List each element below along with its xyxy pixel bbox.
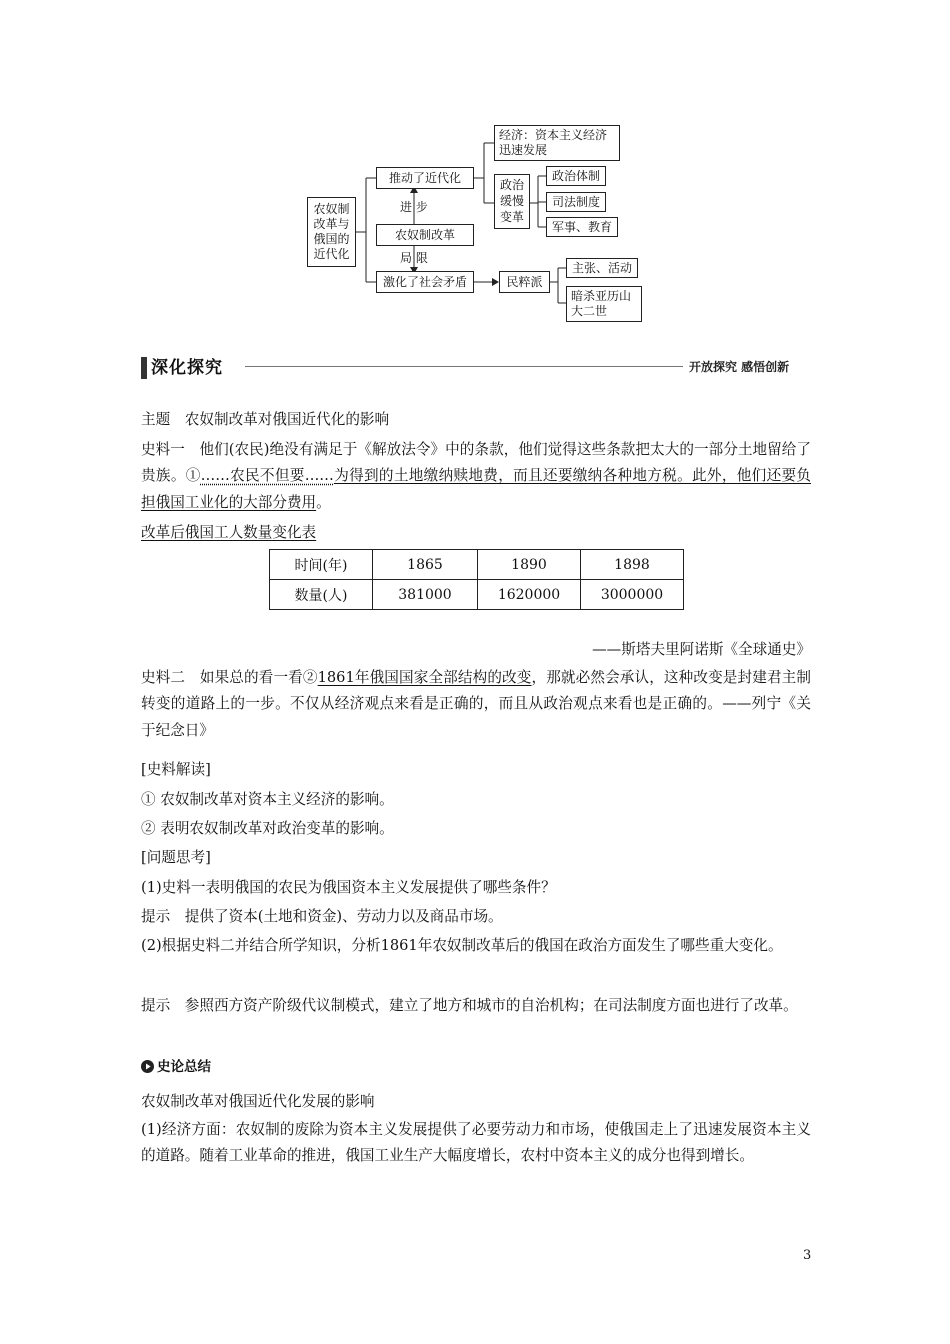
table-cell: 381000 bbox=[373, 580, 478, 610]
table-source: ——斯塔夫里阿诺斯《全球通史》 bbox=[592, 641, 811, 658]
diagram-intensify-text: 激化了社会矛盾 bbox=[382, 275, 467, 289]
diagram-reform-box bbox=[376, 224, 474, 246]
summary-title: 农奴制改革对俄国近代化发展的影响 bbox=[141, 1093, 375, 1110]
source-two-rest: ，那就必然会承认，这种改变是封建君主制转变的道路上的一步。不仅从经济观点来看是正确的，而且从政治观点来看也是正确的。——列宁《关于纪念日》 bbox=[141, 669, 811, 739]
table-caption bbox=[141, 520, 811, 546]
diagram-economy-text: 经济：资本主义经济迅速发展 bbox=[499, 128, 608, 157]
thinking-heading: [问题思考] bbox=[141, 849, 211, 866]
diagram-political-system-box bbox=[546, 166, 606, 186]
table-cell: 数量(人) bbox=[270, 580, 373, 610]
diagram-connectors bbox=[0, 0, 950, 340]
diagram-assassination-text: 暗杀亚历山大二世 bbox=[571, 289, 632, 318]
diagram-populists-box bbox=[499, 271, 550, 293]
section-divider bbox=[245, 366, 683, 367]
source-one-end: 。 bbox=[316, 493, 331, 511]
table-cell: 1620000 bbox=[478, 580, 581, 610]
diagram-judicial-text: 司法制度 bbox=[551, 195, 600, 209]
source-two bbox=[141, 665, 811, 744]
diagram-promote-box bbox=[376, 167, 474, 189]
diagram-progress-label: 进 步 bbox=[400, 200, 428, 214]
diagram-politics-text: 政治缓慢变革 bbox=[499, 178, 524, 224]
table-row bbox=[270, 550, 684, 580]
summary-heading-text: 史论总结 bbox=[157, 1059, 211, 1075]
topic-line: 主题 农奴制改革对俄国近代化的影响 bbox=[141, 411, 390, 428]
summary-heading bbox=[141, 1057, 211, 1079]
diagram-claims-text: 主张、活动 bbox=[571, 261, 632, 275]
diagram-limit-label: 局 限 bbox=[400, 251, 428, 265]
diagram-political-system-text: 政治体制 bbox=[551, 169, 600, 183]
diagram-center-box bbox=[307, 197, 356, 267]
interpretation-item: ② 表明农奴制改革对政治变革的影响。 bbox=[141, 820, 394, 837]
diagram-claims-box bbox=[566, 258, 638, 278]
section-title: 深化探究 bbox=[151, 358, 223, 378]
diagram-economy-box bbox=[494, 125, 620, 161]
table-row bbox=[270, 580, 684, 610]
diagram-center-text: 农奴制改革与俄国的近代化 bbox=[313, 202, 350, 261]
table-cell: 时间(年) bbox=[270, 550, 373, 580]
question-two: (2)根据史料二并结合所学知识，分析1861年农奴制改革后的俄国在政治方面发生了哪些重大变化。 bbox=[141, 937, 783, 954]
answer-two: 提示 参照西方资产阶级代议制模式，建立了地方和城市的自治机构；在司法制度方面也进行了改革。 bbox=[141, 997, 798, 1014]
section-tagline: 开放探究 感悟创新 bbox=[689, 360, 790, 374]
source-one-underlined: 为得到的土地缴纳赎地费，而且还要缴纳各种地方税。此外，他们还要负担俄国工业化的大部分费用 bbox=[141, 467, 811, 511]
diagram-reform-text: 农奴制改革 bbox=[394, 228, 455, 242]
summary-paragraph: (1)经济方面：农奴制的废除为资本主义发展提供了必要劳动力和市场，使俄国走上了迅速发展资本主义的道路。随着工业革命的推进，俄国工业生产大幅度增长，农村中资本主义的成分也得到增长。 bbox=[141, 1121, 811, 1165]
table-caption-text: 改革后俄国工人数量变化表 bbox=[141, 524, 317, 541]
interpretation-item: ① 农奴制改革对资本主义经济的影响。 bbox=[141, 791, 394, 808]
diagram-military-text: 军事、教育 bbox=[551, 220, 612, 234]
table-cell: 1865 bbox=[373, 550, 478, 580]
source-two-text: 史料二 如果总的看一看② bbox=[141, 669, 318, 686]
play-circle-icon bbox=[141, 1059, 154, 1079]
page-number: 3 bbox=[803, 1248, 812, 1263]
workers-table bbox=[269, 549, 684, 610]
table-cell: 3000000 bbox=[581, 580, 684, 610]
diagram-intensify-box bbox=[376, 271, 474, 293]
question-one: (1)史料一表明俄国的农民为俄国资本主义发展提供了哪些条件？ bbox=[141, 879, 556, 896]
section-bar bbox=[141, 357, 147, 379]
source-one-text: 史料一 他们(农民)绝没有满足于《解放法令》中的条款，他们觉得这些条款把太大的一部分土地留给了贵族。① bbox=[141, 441, 811, 485]
diagram-military-box bbox=[546, 217, 618, 237]
diagram-promote-text: 推动了近代化 bbox=[388, 171, 461, 185]
table-cell: 1890 bbox=[478, 550, 581, 580]
answer-one: 提示 提供了资本(土地和资金)、劳动力以及商品市场。 bbox=[141, 908, 503, 925]
source-two-underlined: 1861年俄国国家全部结构的改变 bbox=[317, 669, 532, 686]
diagram-populists-text: 民粹派 bbox=[506, 275, 543, 289]
source-one-dotted: ……农民不但要…… bbox=[200, 467, 334, 485]
table-cell: 1898 bbox=[581, 550, 684, 580]
diagram-assassination-box bbox=[566, 286, 642, 322]
interpretation-heading: [史料解读] bbox=[141, 761, 211, 778]
diagram-politics-box bbox=[494, 174, 530, 229]
diagram-judicial-box bbox=[546, 192, 606, 212]
source-one bbox=[141, 437, 811, 516]
